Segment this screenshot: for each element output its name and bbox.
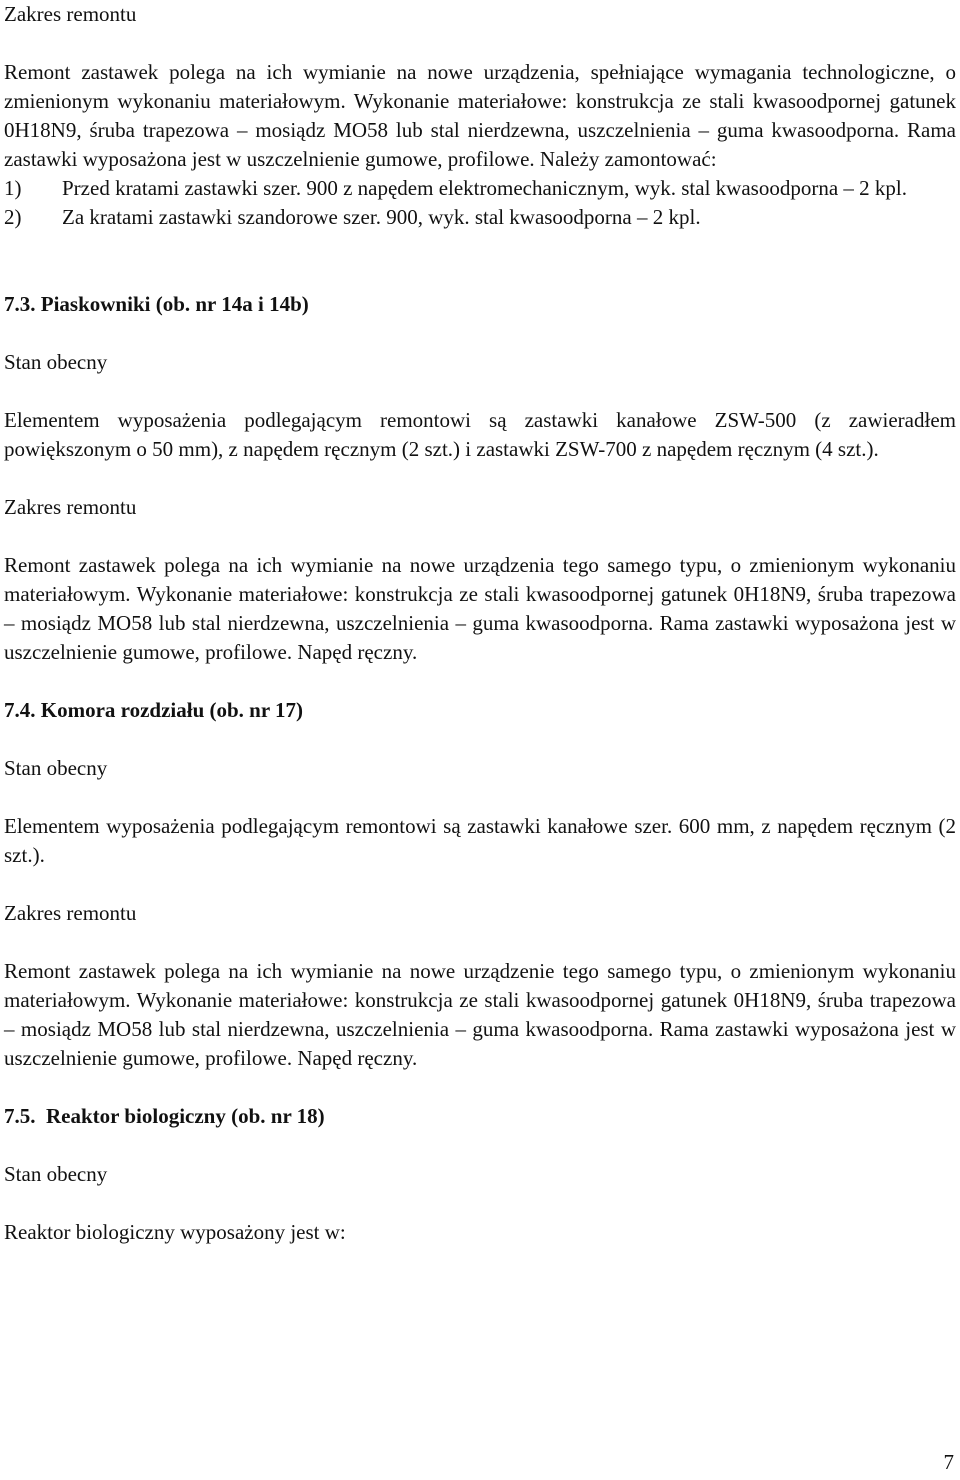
list-item — [4, 174, 956, 203]
zakres-remontu-heading: Zakres remontu — [4, 495, 137, 519]
list-item-number: 2) — [4, 205, 22, 229]
zakres-remontu-paragraph: Remont zastawek polega na ich wymianie na nowe urządzenie tego samego typu, o zmienionym wykonaniu materiałowym. Wykonanie materiałowe: konstrukcja ze stali kwasoodpornej gatunek 0H18N9, śruba trapezowa – mosiądz MO58 lub stal nierdzewna, uszczelnienia – guma kwasoodporna. Rama zastawki wyposażona jest w uszczelnienie gumowe, profilowe. Napęd ręczny. — [4, 959, 956, 1070]
document-page — [4, 0, 956, 1247]
list-item — [4, 203, 956, 232]
zakres-remontu-paragraph: Remont zastawek polega na ich wymianie na nowe urządzenia tego samego typu, o zmienionym wykonaniu materiałowym. Wykonanie materiałowe: konstrukcja ze stali kwasoodpornej gatunek 0H18N9, śruba trapezowa – mosiądz MO58 lub stal nierdzewna, uszczelnienia – guma kwasoodporna. Rama zastawki wyposażona jest w uszczelnienie gumowe, profilowe. Napęd ręczny. — [4, 553, 956, 664]
stan-obecny-paragraph: Reaktor biologiczny wyposażony jest w: — [4, 1220, 346, 1244]
list-item-text: Za kratami zastawki szandorowe szer. 900, wyk. stal kwasoodporna – 2 kpl. — [62, 205, 701, 229]
stan-obecny-paragraph: Elementem wyposażenia podlegającym remontowi są zastawki kanałowe szer. 600 mm, z napędem ręcznym (2 szt.). — [4, 814, 956, 867]
section-7-5-heading: 7.5. Reaktor biologiczny (ob. nr 18) — [4, 1104, 325, 1128]
equipment-list — [4, 174, 956, 232]
stan-obecny-heading: Stan obecny — [4, 1162, 108, 1186]
zakres-remontu-paragraph: Remont zastawek polega na ich wymianie na nowe urządzenia, spełniające wymagania technologiczne, o zmienionym wykonaniu materiałowym. Wykonanie materiałowe: konstrukcja ze stali kwasoodpornej gatunek 0H18N9, śruba trapezowa – mosiądz MO58 lub stal nierdzewna, uszczelnienia – guma kwasoodporna. Rama zastawki wyposażona jest w uszczelnienie gumowe, profilowe. Należy zamontować: — [4, 60, 956, 171]
list-item-number: 1) — [4, 176, 22, 200]
zakres-remontu-heading: Zakres remontu — [4, 2, 137, 26]
list-item-text: Przed kratami zastawki szer. 900 z napędem elektromechanicznym, wyk. stal kwasoodporna – 2 kpl. — [62, 176, 907, 200]
stan-obecny-heading: Stan obecny — [4, 756, 108, 780]
stan-obecny-heading: Stan obecny — [4, 350, 108, 374]
stan-obecny-paragraph: Elementem wyposażenia podlegającym remontowi są zastawki kanałowe ZSW-500 (z zawieradłem powiększonym o 50 mm), z napędem ręcznym (2 szt.) i zastawki ZSW-700 z napędem ręcznym (4 szt.). — [4, 408, 956, 461]
section-7-4-heading: 7.4. Komora rozdziału (ob. nr 17) — [4, 698, 304, 722]
section-7-3-heading: 7.3. Piaskowniki (ob. nr 14a i 14b) — [4, 292, 309, 316]
zakres-remontu-heading: Zakres remontu — [4, 901, 137, 925]
page-number: 7 — [943, 1450, 954, 1474]
